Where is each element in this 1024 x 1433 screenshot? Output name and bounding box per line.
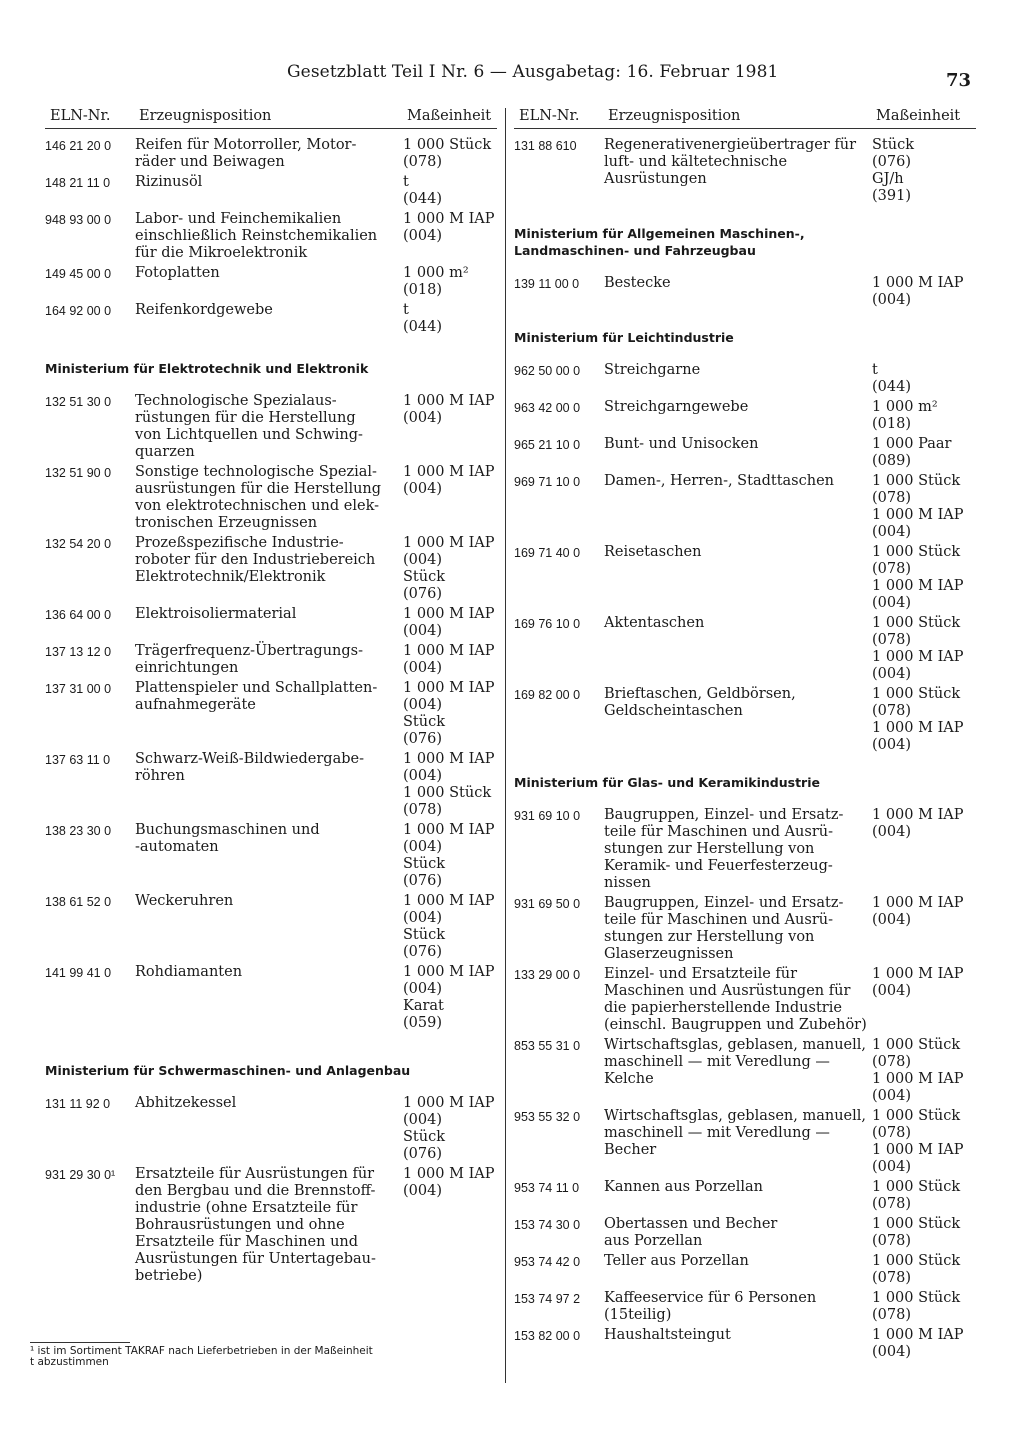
eln-number: 931 69 50 0 (514, 897, 581, 911)
eln-number: 962 50 00 0 (514, 364, 581, 378)
table-row (514, 807, 976, 892)
eln-header: ELN-Nr. (50, 108, 111, 124)
column-divider (505, 108, 506, 1383)
right-rows-d (514, 807, 976, 1361)
page-title: Gesetzblatt Teil I Nr. 6 — Ausgabetag: 16. Februar 1981 (287, 62, 779, 82)
left-column (45, 104, 497, 1288)
table-row (514, 1179, 976, 1213)
unit-of-measure: t (044) (403, 174, 442, 207)
unit-of-measure: 1 000 Stück (078) (872, 1216, 961, 1249)
footnote-rule (30, 1342, 130, 1343)
product-position: Technologische Spezialaus- rüstungen für die Herstellung von Lichtquellen und Schwing- quarzen (135, 393, 363, 460)
unit-of-measure: 1 000 Stück (078) (872, 1179, 961, 1212)
product-position: Kannen aus Porzellan (604, 1179, 764, 1195)
right-rows-a (514, 137, 976, 205)
product-position: Streichgarngewebe (604, 399, 749, 415)
unit-of-measure: 1 000 Stück (078) 1 000 M IAP (004) (872, 473, 964, 540)
table-row (514, 615, 976, 683)
table-row (45, 174, 497, 208)
table-row (45, 464, 497, 532)
table-row (45, 680, 497, 748)
table-row (514, 1327, 976, 1361)
unit-of-measure: 1 000 Stück (078) 1 000 M IAP (004) (872, 686, 964, 753)
right-column (514, 104, 976, 1364)
table-row (45, 265, 497, 299)
eln-number: 131 88 610 (514, 139, 577, 153)
table-row (514, 1037, 976, 1105)
eln-number: 969 71 10 0 (514, 475, 581, 489)
product-position: Streichgarne (604, 362, 701, 378)
product-header: Erzeugnisposition (139, 108, 272, 124)
page-header (0, 62, 1024, 90)
product-position: Haushaltsteingut (604, 1327, 731, 1343)
unit-of-measure: 1 000 M IAP (004) (403, 606, 495, 639)
unit-of-measure: 1 000 Stück (078) (872, 1253, 961, 1286)
product-position: Abhitzekessel (135, 1095, 237, 1111)
product-position: Obertassen und Becher aus Porzellan (604, 1216, 778, 1249)
table-row (514, 544, 976, 612)
table-row (514, 275, 976, 309)
product-position: Plattenspieler und Schallplatten- aufnahmegeräte (135, 680, 378, 713)
product-position: Elektroisoliermaterial (135, 606, 297, 622)
eln-number: 153 82 00 0 (514, 1329, 581, 1343)
product-position: Rohdiamanten (135, 964, 243, 980)
table-row (514, 436, 976, 470)
table-row (45, 643, 497, 677)
eln-number: 169 71 40 0 (514, 546, 581, 560)
left-rows-c (45, 1095, 497, 1285)
eln-number: 931 29 30 0¹ (45, 1168, 116, 1182)
eln-number: 148 21 11 0 (45, 176, 111, 190)
eln-number: 138 23 30 0 (45, 824, 112, 838)
unit-of-measure: 1 000 Stück (078) 1 000 M IAP (004) (872, 1108, 964, 1175)
unit-of-measure: 1 000 M IAP (004) (403, 464, 495, 497)
unit-of-measure: Stück (076) GJ/h (391) (872, 137, 915, 204)
eln-header: ELN-Nr. (519, 108, 580, 124)
eln-number: 164 92 00 0 (45, 304, 112, 318)
eln-number: 963 42 00 0 (514, 401, 581, 415)
product-position: Ersatzteile für Ausrüstungen für den Bergbau und die Brennstoff- industrie (ohne Ersatzteile für Bohrausrüstungen und ohne Ersatzteile für Maschinen und Ausrüstungen für Untertagebau- betriebe) (135, 1166, 376, 1284)
product-position: Bestecke (604, 275, 671, 291)
product-position: Damen-, Herren-, Stadttaschen (604, 473, 834, 489)
unit-of-measure: 1 000 M IAP (004) (872, 966, 964, 999)
unit-of-measure: t (044) (403, 302, 442, 335)
table-row (514, 1108, 976, 1176)
table-row (514, 399, 976, 433)
table-row (45, 606, 497, 640)
table-row (45, 751, 497, 819)
product-position: Prozeßspezifische Industrie- roboter für den Industriebereich Elektrotechnik/Elektronik (135, 535, 376, 585)
eln-number: 853 55 31 0 (514, 1039, 581, 1053)
product-position: Reisetaschen (604, 544, 702, 560)
table-row (45, 535, 497, 603)
unit-of-measure: 1 000 Stück (078) (403, 137, 492, 170)
unit-of-measure: 1 000 m² (018) (872, 399, 938, 432)
product-position: Labor- und Feinchemikalien einschließlich Reinstchemikalien für die Mikroelektronik (135, 211, 378, 261)
unit-of-measure: 1 000 M IAP (004) (403, 211, 495, 244)
section-heading: Ministerium für Leichtindustrie (514, 330, 734, 345)
table-row (514, 686, 976, 754)
product-position: Sonstige technologische Spezial- ausrüstungen für die Herstellung von elektrotechnischen und elek- tronischen Erzeugnissen (135, 464, 382, 531)
eln-number: 138 61 52 0 (45, 895, 112, 909)
product-position: Brieftaschen, Geldbörsen, Geldscheintaschen (604, 686, 796, 719)
product-position: Fotoplatten (135, 265, 220, 281)
right-column-header (514, 104, 976, 129)
eln-number: 169 82 00 0 (514, 688, 581, 702)
unit-of-measure: 1 000 M IAP (004) Stück (076) (403, 822, 495, 889)
eln-number: 953 55 32 0 (514, 1110, 581, 1124)
table-row (514, 895, 976, 963)
unit-of-measure: 1 000 M IAP (004) Stück (076) (403, 680, 495, 747)
unit-of-measure: 1 000 Paar (089) (872, 436, 952, 469)
product-position: Baugruppen, Einzel- und Ersatz- teile für Maschinen und Ausrü- stungen zur Herstellung von Glaserzeugnissen (604, 895, 844, 962)
table-row (45, 393, 497, 461)
product-position: Rizinusöl (135, 174, 203, 190)
product-position: Wirtschaftsglas, geblasen, manuell, maschinell — mit Veredlung — Kelche (604, 1037, 866, 1087)
eln-number: 137 13 12 0 (45, 645, 112, 659)
unit-of-measure: 1 000 Stück (078) 1 000 M IAP (004) (872, 615, 964, 682)
eln-number: 139 11 00 0 (514, 277, 580, 291)
product-position: Weckeruhren (135, 893, 234, 909)
eln-number: 169 76 10 0 (514, 617, 581, 631)
section-heading: Ministerium für Schwermaschinen- und Anlagenbau (45, 1063, 411, 1078)
product-position: Einzel- und Ersatzteile für Maschinen und Ausrüstungen für die papierherstellende Industrie (einschl. Baugruppen und Zubehör) (604, 966, 867, 1033)
table-row (514, 362, 976, 396)
table-row (45, 964, 497, 1032)
footnote (30, 1342, 500, 1368)
unit-of-measure: 1 000 Stück (078) (872, 1290, 961, 1323)
product-position: Bunt- und Unisocken (604, 436, 759, 452)
eln-number: 965 21 10 0 (514, 438, 581, 452)
table-row (45, 822, 497, 890)
eln-number: 137 31 00 0 (45, 682, 112, 696)
eln-number: 948 93 00 0 (45, 213, 112, 227)
left-column-header (45, 104, 497, 129)
eln-number: 133 29 00 0 (514, 968, 581, 982)
table-row (514, 137, 976, 205)
unit-of-measure: 1 000 M IAP (004) Stück (076) (403, 535, 495, 602)
eln-number: 136 64 00 0 (45, 608, 112, 622)
section-heading: Ministerium für Elektrotechnik und Elektronik (45, 361, 369, 376)
product-position: Reifenkordgewebe (135, 302, 273, 318)
right-rows-b (514, 275, 976, 309)
product-position: Trägerfrequenz-Übertragungs- einrichtungen (135, 643, 363, 676)
table-row (514, 1290, 976, 1324)
table-row (45, 893, 497, 961)
eln-number: 141 99 41 0 (45, 966, 112, 980)
unit-of-measure: 1 000 M IAP (004) Stück (076) (403, 1095, 495, 1162)
table-row (45, 137, 497, 171)
unit-of-measure: 1 000 M IAP (004) (872, 1327, 964, 1360)
product-position: Wirtschaftsglas, geblasen, manuell, maschinell — mit Veredlung — Becher (604, 1108, 866, 1158)
unit-of-measure: 1 000 M IAP (004) (403, 643, 495, 676)
eln-number: 146 21 20 0 (45, 139, 112, 153)
unit-of-measure: t (044) (872, 362, 911, 395)
unit-of-measure: 1 000 M IAP (004) (872, 895, 964, 928)
right-rows-c (514, 362, 976, 754)
product-position: Aktentaschen (604, 615, 705, 631)
unit-of-measure: 1 000 M IAP (004) (872, 275, 964, 308)
product-position: Teller aus Porzellan (604, 1253, 749, 1269)
unit-header: Maßeinheit (876, 108, 961, 124)
table-row (45, 302, 497, 336)
footnote-text: ¹ ist im Sortiment TAKRAF nach Lieferbetrieben in der Maßeinheit t abzustimmen (30, 1345, 373, 1368)
unit-of-measure: 1 000 M IAP (004) (403, 1166, 495, 1199)
eln-number: 132 51 90 0 (45, 466, 112, 480)
product-position: Regenerativenergieübertrager für luft- und kältetechnische Ausrüstungen (604, 137, 857, 187)
section-heading: Ministerium für Allgemeinen Maschinen-, Landmaschinen- und Fahrzeugbau (514, 226, 805, 258)
product-position: Baugruppen, Einzel- und Ersatz- teile für Maschinen und Ausrü- stungen zur Herstellung von Keramik- und Feuerfesterzeug- nissen (604, 807, 844, 891)
product-position: Schwarz-Weiß-Bildwiedergabe- röhren (135, 751, 364, 784)
table-row (514, 1216, 976, 1250)
unit-of-measure: 1 000 Stück (078) 1 000 M IAP (004) (872, 544, 964, 611)
eln-number: 153 74 97 2 (514, 1292, 581, 1306)
eln-number: 931 69 10 0 (514, 809, 581, 823)
table-row (514, 966, 976, 1034)
left-rows-b (45, 393, 497, 1032)
eln-number: 131 11 92 0 (45, 1097, 111, 1111)
table-row (45, 211, 497, 262)
eln-number: 953 74 11 0 (514, 1181, 580, 1195)
eln-number: 137 63 11 0 (45, 753, 111, 767)
unit-of-measure: 1 000 M IAP (004) 1 000 Stück (078) (403, 751, 495, 818)
unit-of-measure: 1 000 M IAP (004) (872, 807, 964, 840)
eln-number: 132 54 20 0 (45, 537, 112, 551)
unit-of-measure: 1 000 Stück (078) 1 000 M IAP (004) (872, 1037, 964, 1104)
section-heading: Ministerium für Glas- und Keramikindustrie (514, 775, 820, 790)
table-row (45, 1166, 497, 1285)
eln-number: 153 74 30 0 (514, 1218, 581, 1232)
product-position: Buchungsmaschinen und -automaten (135, 822, 320, 855)
unit-of-measure: 1 000 M IAP (004) (403, 393, 495, 426)
page-number: 73 (946, 70, 972, 91)
table-row (514, 1253, 976, 1287)
eln-number: 953 74 42 0 (514, 1255, 581, 1269)
eln-number: 149 45 00 0 (45, 267, 112, 281)
eln-number: 132 51 30 0 (45, 395, 112, 409)
unit-header: Maßeinheit (407, 108, 492, 124)
product-header: Erzeugnisposition (608, 108, 741, 124)
unit-of-measure: 1 000 M IAP (004) Karat (059) (403, 964, 495, 1031)
table-row (45, 1095, 497, 1163)
product-position: Reifen für Motorroller, Motor- räder und Beiwagen (135, 137, 357, 170)
product-position: Kaffeeservice für 6 Personen (15teilig) (604, 1290, 817, 1323)
unit-of-measure: 1 000 m² (018) (403, 265, 469, 298)
left-rows-a (45, 137, 497, 336)
table-row (514, 473, 976, 541)
unit-of-measure: 1 000 M IAP (004) Stück (076) (403, 893, 495, 960)
